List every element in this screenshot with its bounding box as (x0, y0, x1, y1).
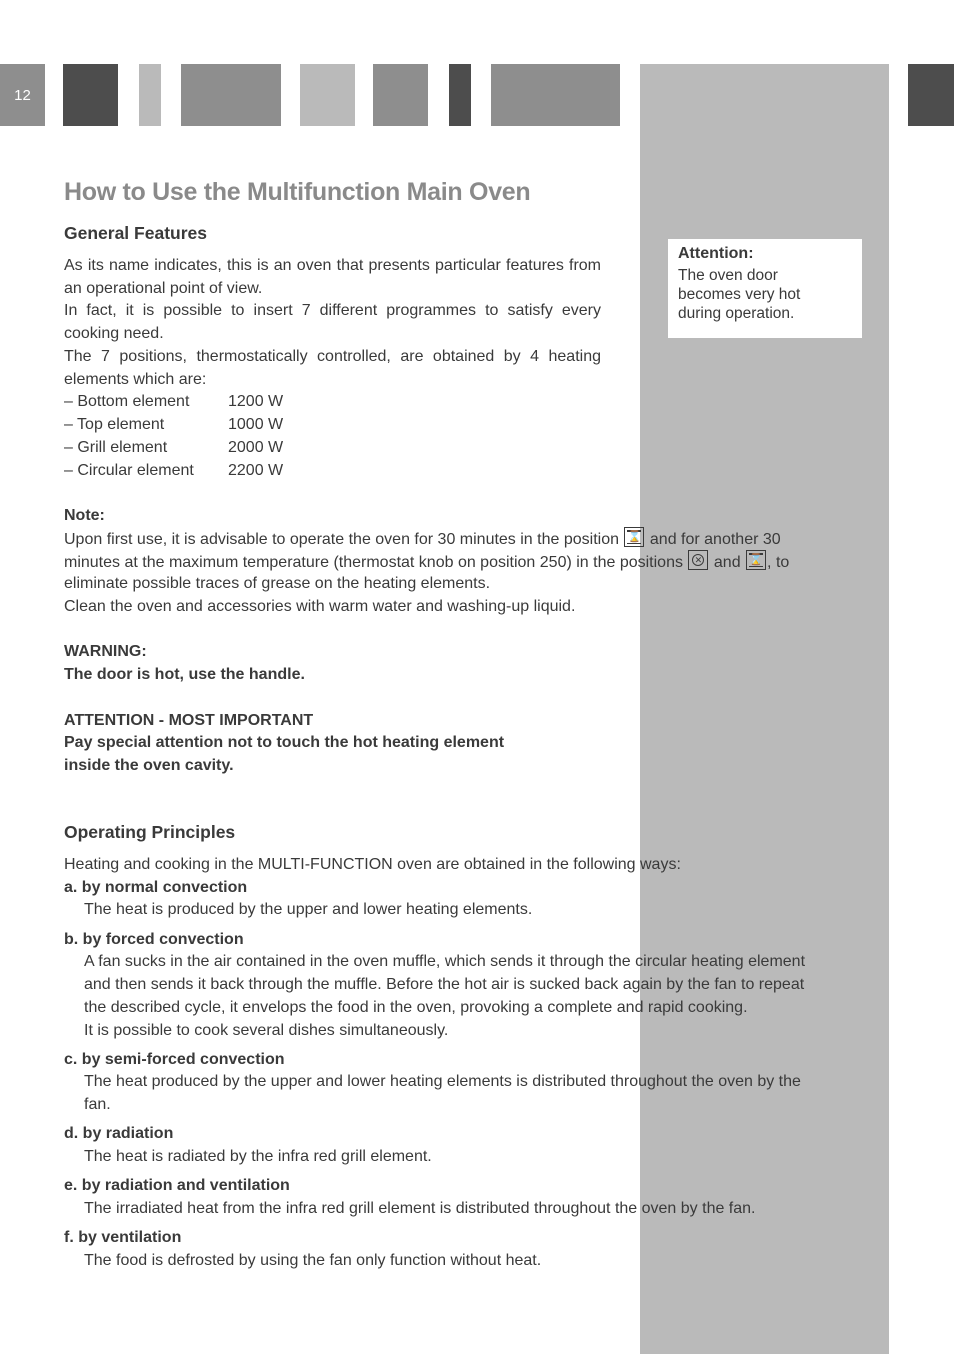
header-block-1 (63, 64, 118, 126)
element-power: 2200 W (228, 462, 284, 479)
principle-text: The food is defrosted by using the fan only function without heat. (84, 1252, 542, 1269)
top-bottom-element-icon: ⌛ (746, 550, 766, 570)
note-line-1 (64, 527, 781, 551)
principle-label: e. by radiation and ventilation (64, 1177, 290, 1194)
note-line-4: Clean the oven and accessories with warm water and washing-up liquid. (64, 598, 576, 615)
element-power: 2000 W (228, 439, 284, 456)
attention-box-title: Attention: (678, 245, 754, 262)
top-bottom-element-icon: ⌛ (624, 527, 644, 547)
header-block-7 (491, 64, 620, 126)
principle-label: a. by normal convection (64, 879, 248, 896)
header-block-5 (373, 64, 428, 126)
note-text: minutes at the maximum temperature (thermostat knob on position 250) in the positions (64, 554, 683, 571)
warning-label: WARNING: (64, 643, 147, 660)
operating-principles-heading: Operating Principles (64, 822, 236, 842)
attention-box-line: The oven door (678, 267, 778, 284)
principle-text: The heat is radiated by the infra red grill element. (84, 1148, 432, 1165)
note-label: Note: (64, 507, 105, 524)
principle-label: b. by forced convection (64, 931, 244, 948)
heating-element-row (64, 436, 283, 459)
attention-important-line: inside the oven cavity. (64, 757, 234, 774)
heating-element-row (64, 459, 283, 482)
element-name: – Grill element (64, 439, 168, 456)
principle-text: The heat produced by the upper and lower heating elements is distributed throughout the oven by the (84, 1073, 801, 1090)
element-power: 1200 W (228, 393, 284, 410)
principle-text: The irradiated heat from the infra red grill element is distributed throughout the oven by the fan. (84, 1200, 756, 1217)
principle-label: d. by radiation (64, 1125, 174, 1142)
header-block-4 (300, 64, 355, 126)
principle-text: and then sends it back through the muffle. Before the hot air is sucked back again by the fan to repeat (84, 976, 805, 993)
general-features-para-3: The 7 positions, thermostatically controlled, are obtained by 4 heating elements which are: (64, 348, 601, 388)
page-title: How to Use the Multifunction Main Oven (64, 178, 531, 206)
header-block-2 (139, 64, 161, 126)
element-name: – Circular element (64, 462, 194, 479)
attention-box-line: during operation. (678, 305, 795, 322)
heating-elements-list (64, 390, 283, 482)
principle-text: the described cycle, it envelops the food in the oven, provoking a complete and rapid cooking. (84, 999, 748, 1016)
principle-text: It is possible to cook several dishes simultaneously. (84, 1022, 449, 1039)
note-text: , to (767, 554, 790, 571)
general-features-heading: General Features (64, 223, 207, 243)
heating-element-row (64, 413, 283, 436)
page-number-text: 12 (14, 86, 31, 104)
page-number (0, 64, 45, 126)
attention-box (668, 239, 862, 338)
element-power: 1000 W (228, 416, 284, 433)
general-features-para-1: As its name indicates, this is an oven that presents particular features from an operational point of view. (64, 257, 601, 297)
heating-element-row (64, 390, 283, 413)
note-line-2 (64, 550, 789, 574)
fan-circular-element-icon: ✕ (688, 550, 708, 570)
principle-text: The heat is produced by the upper and lower heating elements. (84, 901, 533, 918)
note-text: and (713, 554, 741, 571)
header-block-right (908, 64, 954, 126)
note-text: Upon first use, it is advisable to operate the oven for 30 minutes in the position (64, 531, 619, 548)
attention-important-line: Pay special attention not to touch the hot heating element (64, 734, 505, 751)
general-features-para-2: In fact, it is possible to insert 7 different programmes to satisfy every cooking need. (64, 302, 601, 342)
header-block-3 (181, 64, 281, 126)
principle-text: fan. (84, 1096, 111, 1113)
attention-box-line: becomes very hot (678, 286, 801, 303)
principle-text: A fan sucks in the air contained in the oven muffle, which sends it through the circular heating element (84, 953, 806, 970)
element-name: – Bottom element (64, 393, 190, 410)
principle-label: c. by semi-forced convection (64, 1051, 285, 1068)
note-text: and for another 30 (649, 531, 781, 548)
header-block-6 (449, 64, 471, 126)
element-name: – Top element (64, 416, 165, 433)
note-line-3: eliminate possible traces of grease on the heating elements. (64, 575, 491, 592)
warning-text: The door is hot, use the handle. (64, 666, 305, 683)
attention-important-label: ATTENTION - MOST IMPORTANT (64, 712, 314, 729)
operating-intro: Heating and cooking in the MULTI-FUNCTION oven are obtained in the following ways: (64, 856, 681, 873)
principle-label: f. by ventilation (64, 1229, 182, 1246)
